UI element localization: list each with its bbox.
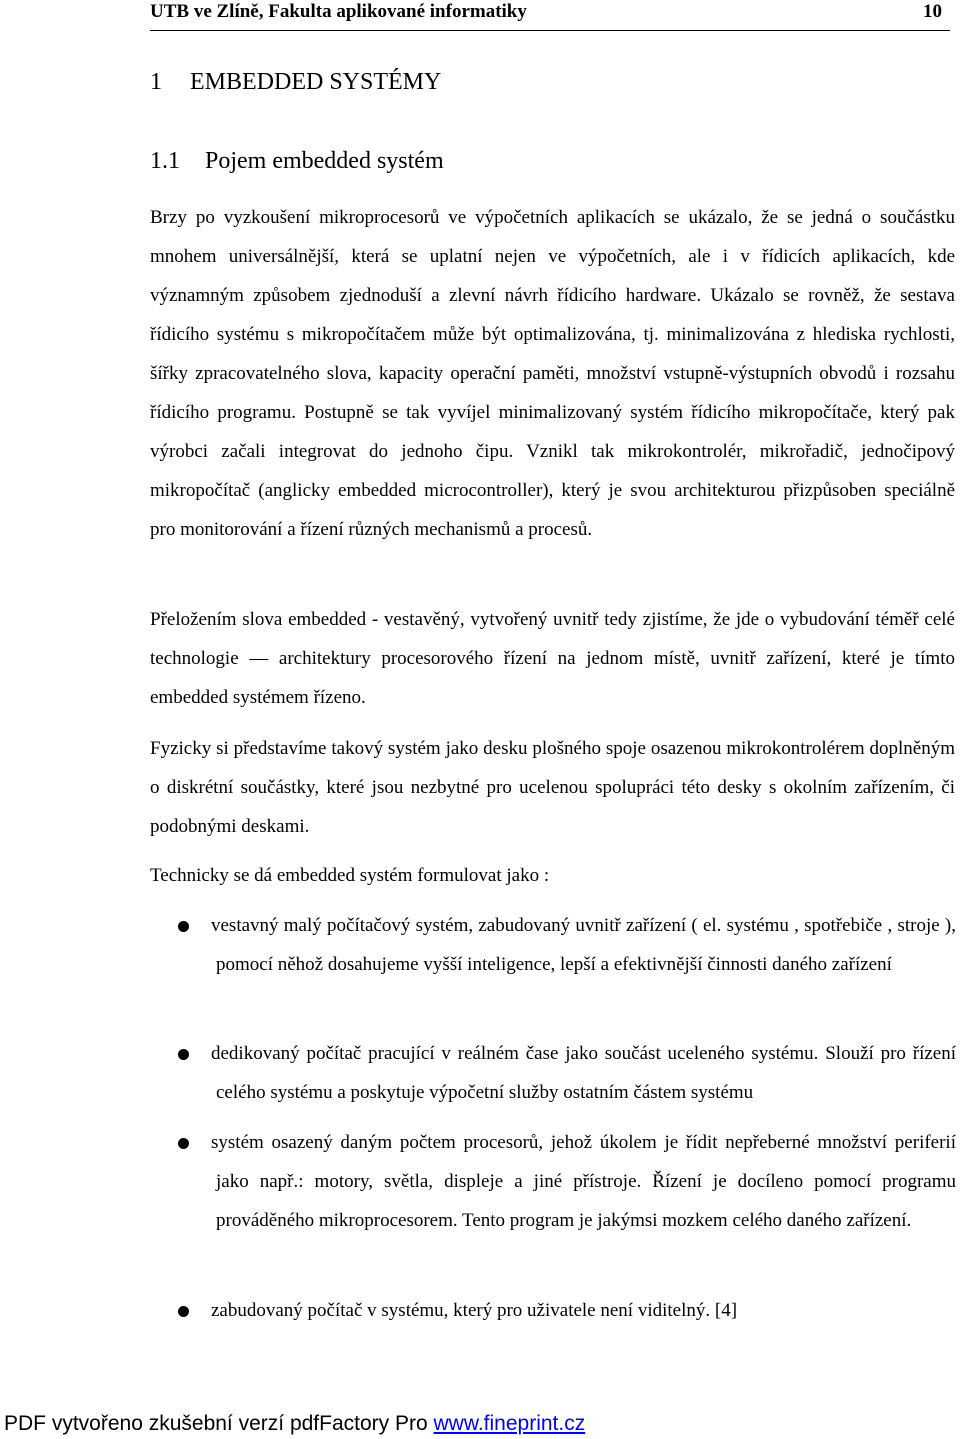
section-heading <box>150 145 444 177</box>
list-item-text: zabudovaný počítač v systému, který pro uživatele není viditelný. [4] <box>211 1300 738 1321</box>
bullet-icon <box>178 1138 189 1149</box>
paragraph-translation: Přeložením slova embedded - vestavěný, vytvořený uvnitř tedy zjistíme, že jde o vybudování téměř celé technologie — architektury procesorového řízení na jednom místě, uvnitř zařízení, které je tímto embedded systémem řízeno. <box>150 609 955 708</box>
header-page-number: 10 <box>923 1 942 22</box>
bullet-icon <box>178 1306 189 1317</box>
section-title: Pojem embedded systém <box>205 148 444 174</box>
bullet-icon <box>178 1049 189 1060</box>
paragraph-physical: Fyzicky si představíme takový systém jako desku plošného spoje osazenou mikrokontrolérem doplněným o diskrétní součástky, které jsou nezbytné pro ucelenou spolupráci této desky s okolním zařízením, či podobnými deskami. <box>150 738 955 837</box>
section-number: 1.1 <box>150 148 180 174</box>
list-item-text: vestavný malý počítačový systém, zabudovaný uvnitř zařízení ( el. systému , spotřebiče , stroje ), pomocí něhož dosahujeme vyšší inteligence, lepší a efektivnější činnosti daného zařízení <box>211 915 956 975</box>
page-header <box>150 0 950 31</box>
list-item-text: systém osazený daným počtem procesorů, jehož úkolem je řídit nepřeberné množství periferií jako např.: motory, světla, displeje a jiné přístroje. Řízení je docíleno pomocí programu prováděného mikroprocesorem. Tento program je jakýmsi mozkem celého daného zařízení. <box>211 1132 956 1231</box>
chapter-heading <box>150 66 441 98</box>
header-title: UTB ve Zlíně, Fakulta aplikované informatiky <box>150 1 527 22</box>
paragraph-intro: Brzy po vyzkoušení mikroprocesorů ve výpočetních aplikacích se ukázalo, že se jedná o součástku mnohem universálnější, která se uplatní nejen ve výpočetních, ale i v řídicích aplikacích, kde významným způsobem zjednoduší a zlevní návrh řídicího hardware. Ukázalo se rovněž, že sestava řídicího systému s mikropočítačem může být optimalizována, tj. minimalizována z hlediska rychlosti, šířky zpracovatelného slova, kapacity operační paměti, množství vstupně-výstupních obvodů i rozsahu řídicího programu. Postupně se tak vyvíjel minimalizovaný systém řídicího mikropočítače, který pak výrobci začali integrovat do jednoho čipu. Vznikl tak mikrokontrolér, mikrořadič, jednočipový mikropočítač (anglicky embedded microcontroller), který je svou architekturou přizpůsoben speciálně pro monitorování a řízení různých mechanismů a procesů. <box>150 207 955 540</box>
paragraph-technical: Technicky se dá embedded systém formulovat jako : <box>150 865 550 886</box>
list-item-text: dedikovaný počítač pracující v reálném čase jako součást uceleného systému. Slouží pro řízení celého systému a poskytuje výpočetní služby ostatním částem systému <box>211 1043 956 1103</box>
footer-link[interactable]: www.fineprint.cz <box>433 1412 586 1435</box>
chapter-number: 1 <box>150 69 162 95</box>
pdf-watermark-footer <box>4 1410 585 1438</box>
chapter-title: EMBEDDED SYSTÉMY <box>190 69 442 95</box>
bullet-icon <box>178 921 189 932</box>
footer-text: PDF vytvořeno zkušební verzí pdfFactory Pro <box>4 1412 434 1435</box>
